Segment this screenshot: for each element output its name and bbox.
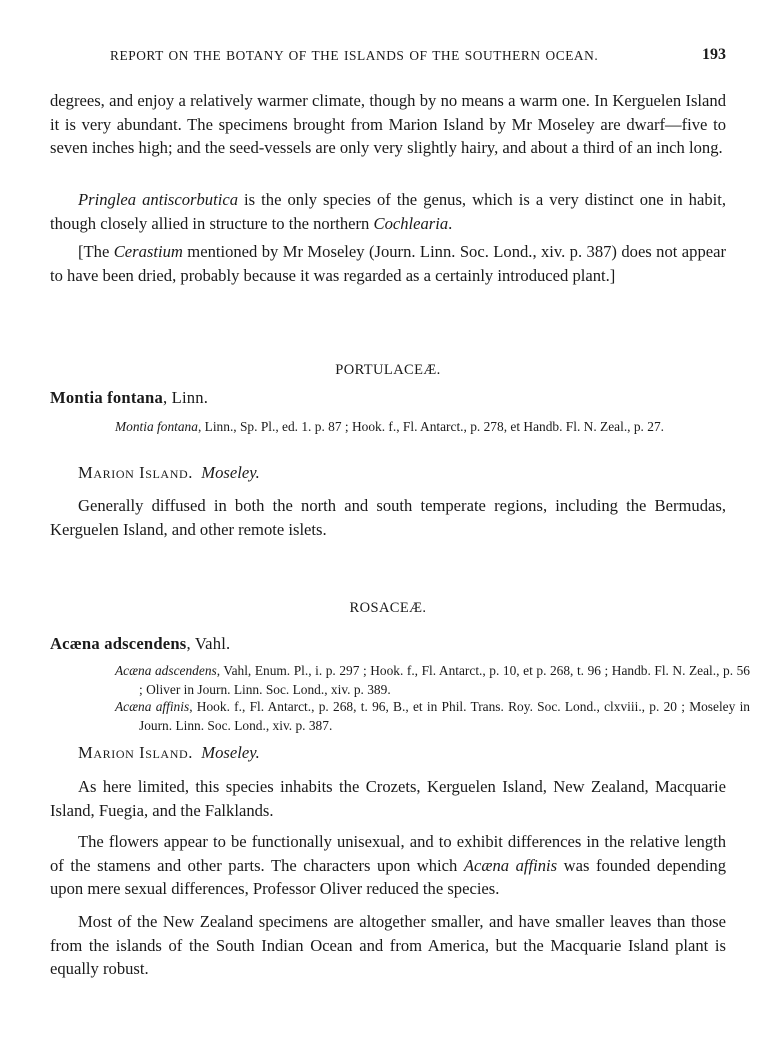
running-header (110, 48, 726, 72)
citation-acaena-adscendens: Acæna adscendens, Vahl, Enum. Pl., i. p. 297 ; Hook. f., Fl. Antarct., p. 10, et p. 268, t. 96 ; Handb. Fl. N. Zeal., p. 56 ; Oliver in Journ. Linn. Soc. Lond., xiv. p. 389. (115, 663, 751, 697)
portulaceae-paragraph: Generally diffused in both the north and south temperate regions, including the Bermudas, Kerguelen Island, and other remote islets. (50, 496, 726, 539)
running-title: REPORT ON THE BOTANY OF THE ISLANDS OF THE SOUTHERN OCEAN. (110, 48, 599, 63)
locality: Marion Island. (78, 743, 193, 762)
citation-acaena-affinis: Acæna affinis, Hook. f., Fl. Antarct., p. 268, t. 96, B., et in Phil. Trans. Roy. Soc. Lond., clxviii., p. 20 ; Moseley in Journ. Linn. Soc. Lond., xiv. p. 387. (115, 699, 751, 733)
section-heading-rosaceae: ROSACEÆ. (349, 600, 427, 616)
locality: Marion Island. (78, 463, 193, 482)
intro-paragraph-1: degrees, and enjoy a relatively warmer climate, though by no means a warm one. In Kerguelen Island it is very abundant. The specimens brought from Marion Island by Mr Moseley are dwarf—five to seven inches high; and the seed-vessels are only very slightly hairy, and about a third of an inch long. (50, 91, 726, 157)
species-name: Montia fontana (50, 388, 163, 407)
citation-montia: Montia fontana, Linn., Sp. Pl., ed. 1. p. 87 ; Hook. f., Fl. Antarct., p. 278, et Handb. Fl. N. Zeal., p. 27. (115, 419, 664, 434)
species-heading-montia (50, 388, 208, 408)
species-name: Acæna adscendens (50, 634, 187, 653)
species-authority: , Linn. (162, 388, 209, 407)
rosaceae-paragraph-2: The flowers appear to be functionally unisexual, and to exhibit differences in the relative length of the stamens and other parts. The characters upon which Acæna affinis was founded depending upon mere sexual differences, Professor Oliver reduced the species. (50, 832, 726, 898)
rosaceae-paragraph-3: Most of the New Zealand specimens are altogether smaller, and have smaller leaves than those from the islands of the South Indian Ocean and from America, but the Macquarie Island plant is equally robust. (50, 912, 726, 978)
rosaceae-paragraph-1: As here limited, this species inhabits the Crozets, Kerguelen Island, New Zealand, Macquarie Island, Fuegia, and the Falklands. (50, 777, 726, 820)
species-name-acaena-affinis: Acæna affinis (463, 855, 558, 875)
page-number: 193 (702, 46, 726, 63)
intro-paragraph-2: Pringlea antiscorbutica is the only species of the genus, which is a very distinct one in habit, though closely allied in structure to the northern Cochlearia. (50, 190, 726, 233)
genus-name-cerastium: Cerastium (113, 242, 183, 261)
collector: Moseley. (201, 463, 260, 482)
collector: Moseley. (201, 743, 260, 762)
intro-paragraph-3: [The Cerastium mentioned by Mr Moseley (Journ. Linn. Soc. Lond., xiv. p. 387) does not appear to have been dried, probably because it was regarded as a certainly introduced plant.] (50, 242, 726, 285)
species-name-pringlea: Pringlea antiscorbutica (78, 190, 238, 209)
section-heading-portulaceae: PORTULACEÆ. (335, 362, 441, 378)
species-heading-acaena (50, 634, 230, 654)
genus-name-cochlearia: Cochlearia (373, 213, 449, 233)
locality-line (78, 463, 260, 483)
locality-line (78, 743, 260, 763)
species-authority: , Vahl. (186, 634, 231, 653)
